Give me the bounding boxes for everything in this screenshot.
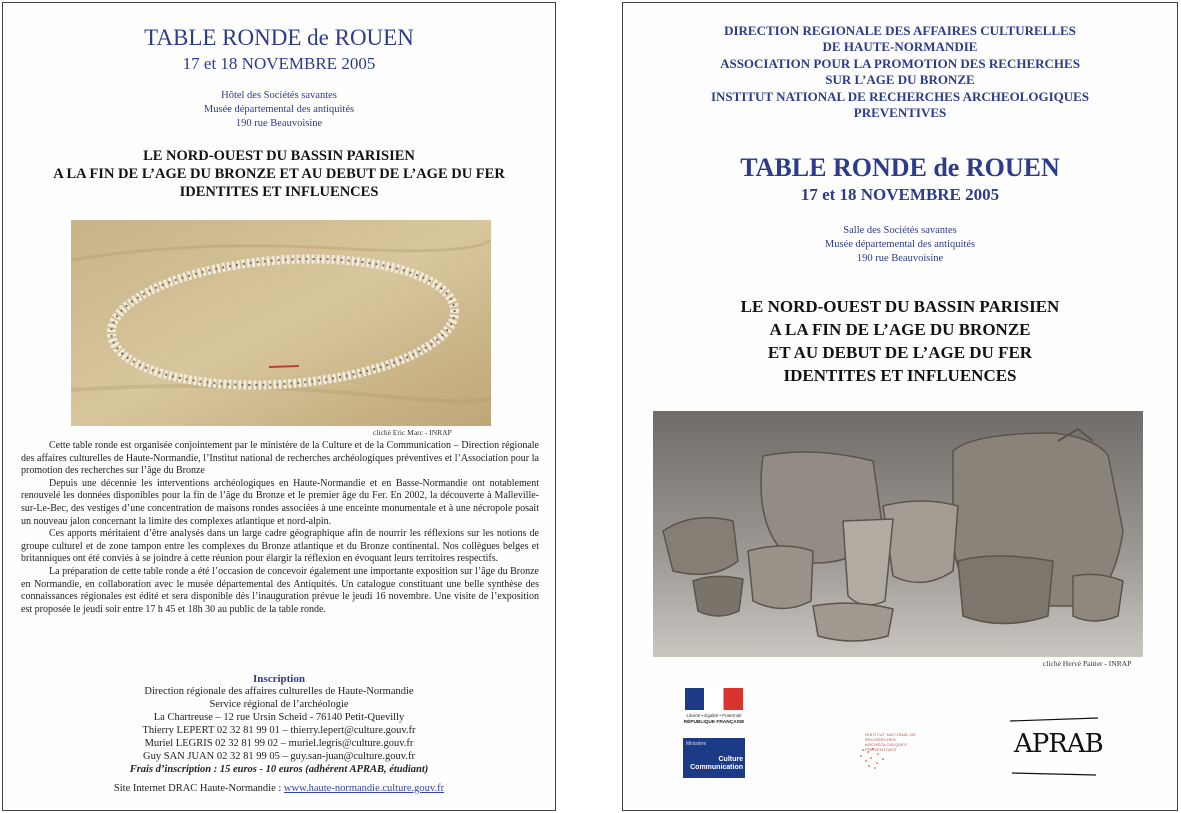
body-paragraph: Cette table ronde est organisée conjointement par le ministère de la Culture et de la Communication – Direction régionale des affaires culturelles de Haute-Normandie, l’Institut national de recherches archéologiques préventives et l’Association pour la promotion des recherches sur l’âge du Bronze xyxy=(21,440,539,477)
left-photo-credit: cliché Eric Marc - INRAP xyxy=(373,428,452,437)
right-venue-line: Salle des Sociétés savantes xyxy=(843,225,957,236)
left-headline-line: LE NORD-OUEST DU BASSIN PARISIEN xyxy=(143,148,415,164)
inrap-logo xyxy=(833,728,933,778)
right-photo-credit: cliché Hervé Paitier - INRAP xyxy=(1043,659,1132,668)
website-label: Site Internet DRAC Haute-Normandie : xyxy=(113,783,282,794)
tricolor-flag-icon xyxy=(685,688,743,710)
rf-motto: Liberté • Égalité • Fraternité xyxy=(686,713,742,718)
mcc-top-label: Ministère xyxy=(686,741,707,747)
stone-circle-photo xyxy=(71,220,491,426)
pottery-photo xyxy=(653,411,1143,657)
mcc-line: Culture xyxy=(718,756,743,763)
right-title: TABLE RONDE de ROUEN xyxy=(740,153,1060,182)
organizer-line: ASSOCIATION POUR LA PROMOTION DES RECHERCHES xyxy=(720,56,1080,71)
left-venue-line: Musée départemental des antiquités xyxy=(203,104,355,115)
left-headline-line: A LA FIN DE L’AGE DU BRONZE ET AU DEBUT DE L’AGE DU FER xyxy=(53,166,505,182)
organizer-line: INSTITUT NATIONAL DE RECHERCHES ARCHEOLOGIQUES xyxy=(710,89,1090,104)
organizer-line: DE HAUTE-NORMANDIE xyxy=(822,39,978,54)
inscription-line: Direction régionale des affaires culturelles de Haute-Normandie xyxy=(144,686,414,697)
inscription-title: Inscription xyxy=(253,673,305,685)
right-headline-line: A LA FIN DE L’AGE DU BRONZE xyxy=(769,320,1031,339)
aprab-wordmark: APRAB xyxy=(1014,729,1103,759)
left-headline-line: IDENTITES ET INFLUENCES xyxy=(179,184,379,200)
organizer-line: PREVENTIVES xyxy=(853,105,947,120)
aprab-logo xyxy=(1006,715,1102,777)
website-link[interactable]: www.haute-normandie.culture.gouv.fr xyxy=(283,783,445,794)
mcc-line: Communication xyxy=(690,764,743,771)
body-paragraph: Depuis une décennie les interventions archéologiques en Haute-Normandie et en Basse-Normandie ont notablement renouvelé les données disponibles pour la fin de l’âge du Bronze et le premier âge du Fer. En 2002, la découverte à Malleville-sur-Le-Bec, des vestiges d’une concentration de maisons rondes associées à une enceinte monumentale et à une nécropole posait un nouveau jalon concernant la limite des complexes atlantique et nord-alpin. xyxy=(21,477,539,527)
republique-francaise-logo xyxy=(683,688,745,740)
organizer-line: DIRECTION REGIONALE DES AFFAIRES CULTURELLES xyxy=(724,23,1076,38)
right-page xyxy=(622,2,1178,811)
inscription-line: Service régional de l’archéologie xyxy=(209,699,349,710)
website-line xyxy=(3,783,555,794)
body-paragraph: Ces apports méritaient d’être analysés dans un large cadre géographique afin de nourrir les réflexions sur les notions de groupe culturel et de zone tampon entre les complexes du Bronze atlantique et du Bronze continental. Nos collègues belges et britanniques ont été conviés à se joindre à cette réunion pour élargir la réflexion en évoquant leurs territoires respectifs. xyxy=(21,528,539,565)
rf-name: RÉPUBLIQUE FRANÇAISE xyxy=(683,720,745,725)
body-paragraph: La préparation de cette table ronde a été l’occasion de concevoir également une importante exposition sur l’âge du Bronze en Normandie, en collaboration avec le musée départemental des Antiquités. Un catalogue constituant une belle synthèse des connaissances régionales est édité et sera disponible dès l’inauguration prévue le jeudi 16 novembre. Une visite de l’exposition est proposée le jeudi soir entre 17 h 45 et 18h 30 au public de la table ronde. xyxy=(21,565,539,615)
left-venue-line: Hôtel des Sociétés savantes xyxy=(221,90,337,101)
right-headline-line: IDENTITES ET INFLUENCES xyxy=(783,366,1017,385)
left-title: TABLE RONDE de ROUEN xyxy=(144,25,414,50)
right-venue-line: 190 rue Beauvoisine xyxy=(856,253,944,264)
left-venue-line: 190 rue Beauvoisine xyxy=(235,118,323,129)
inscription-line: La Chartreuse – 12 rue Ursin Scheid - 76140 Petit-Quevilly xyxy=(153,712,405,723)
inscription-line: Muriel LEGRIS 02 32 81 99 02 – muriel.legris@culture.gouv.fr xyxy=(144,738,414,749)
left-date: 17 et 18 NOVEMBRE 2005 xyxy=(182,54,376,73)
right-date: 17 et 18 NOVEMBRE 2005 xyxy=(800,185,1000,204)
organizer-line: SUR L’AGE DU BRONZE xyxy=(825,72,975,87)
inscription-fees: Frais d’inscription : 15 euros - 10 euros (adhérent APRAB, étudiant) xyxy=(129,764,429,775)
left-body-text xyxy=(21,440,539,616)
right-headline-line: LE NORD-OUEST DU BASSIN PARISIEN xyxy=(740,297,1060,316)
inrap-label: INSTITUT NATIONAL DE RECHERCHES ARCHÉOLOGIQUES PRÉVENTIVES xyxy=(865,732,917,752)
right-venue-line: Musée départemental des antiquités xyxy=(824,239,976,250)
left-page xyxy=(2,2,556,811)
inscription-line: Thierry LEPERT 02 32 81 99 01 – thierry.lepert@culture.gouv.fr xyxy=(142,725,416,736)
inscription-line: Guy SAN JUAN 02 32 81 99 05 – guy.san-juan@culture.gouv.fr xyxy=(143,751,415,762)
ministry-culture-logo xyxy=(683,738,745,778)
right-headline-line: ET AU DEBUT DE L’AGE DU FER xyxy=(767,343,1033,362)
